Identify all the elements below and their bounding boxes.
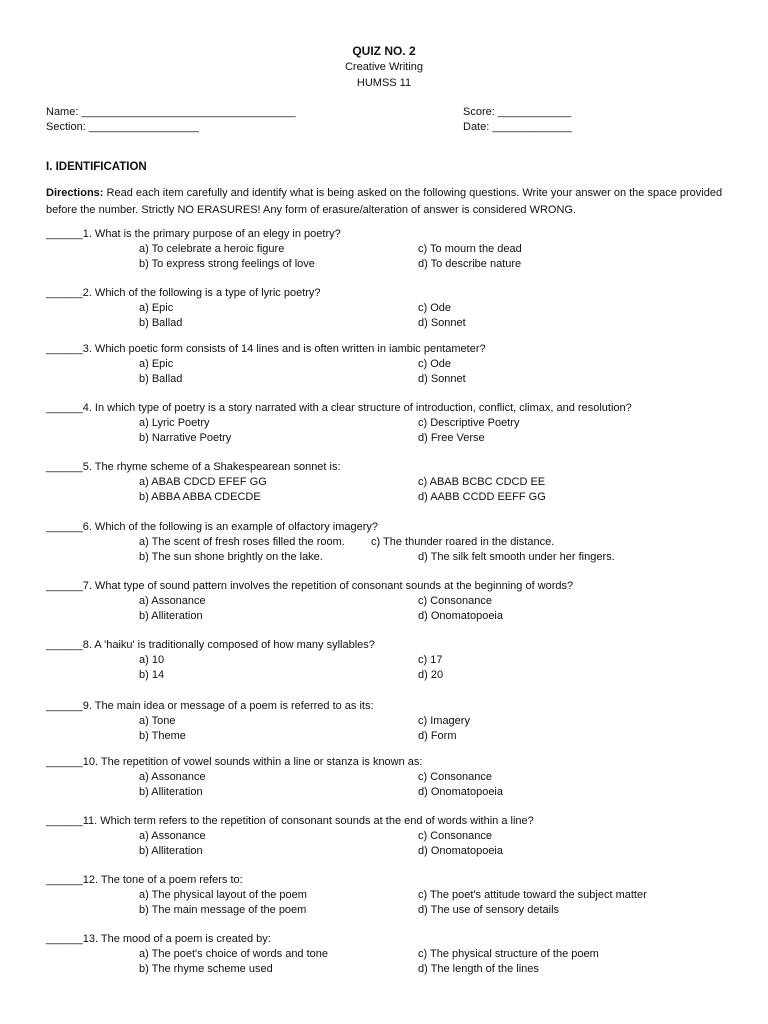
- question-stem: ______1. What is the primary purpose of an elegy in poetry?: [46, 228, 341, 240]
- option-d: d) Onomatopoeia: [418, 786, 503, 798]
- option-a: a) Assonance: [139, 830, 206, 842]
- name-field: Name: ___________________________________: [46, 106, 296, 118]
- option-c: c) Consonance: [418, 595, 492, 607]
- option-b: b) The main message of the poem: [139, 904, 307, 916]
- option-b: b) ABBA ABBA CDECDE: [139, 491, 261, 503]
- option-a: a) The poet's choice of words and tone: [139, 948, 329, 960]
- option-b: b) The rhyme scheme used: [139, 963, 273, 975]
- option-a: a) 10: [139, 654, 165, 666]
- option-d: d) The silk felt smooth under her fingers.: [418, 551, 615, 563]
- option-b: b) Narrative Poetry: [139, 432, 232, 444]
- question-item: [46, 580, 736, 628]
- option-c: c) The physical structure of the poem: [418, 948, 599, 960]
- question-stem: ______5. The rhyme scheme of a Shakespearean sonnet is:: [46, 461, 341, 473]
- grade-line: HUMSS 11: [356, 77, 412, 89]
- question-item: [46, 933, 736, 981]
- option-b: b) 14: [139, 669, 165, 681]
- question-item: [46, 343, 736, 391]
- option-c: c) The thunder roared in the distance.: [371, 536, 555, 548]
- question-item: [46, 815, 736, 863]
- option-c: c) Consonance: [418, 771, 492, 783]
- option-c: c) Ode: [418, 358, 452, 370]
- option-b: b) The sun shone brightly on the lake.: [139, 551, 323, 563]
- option-d: d) AABB CCDD EEFF GG: [418, 491, 546, 503]
- option-c: c) ABAB BCBC CDCD EE: [418, 476, 546, 488]
- option-c: c) Descriptive Poetry: [418, 417, 520, 429]
- option-d: d) Sonnet: [418, 317, 466, 329]
- option-d: d) The use of sensory details: [418, 904, 560, 916]
- option-d: d) Onomatopoeia: [418, 845, 503, 857]
- subject-line: Creative Writing: [344, 61, 424, 73]
- option-a: a) Assonance: [139, 771, 206, 783]
- option-b: b) Theme: [139, 730, 186, 742]
- option-b: b) To express strong feelings of love: [139, 258, 315, 270]
- option-a: a) Epic: [139, 302, 174, 314]
- question-item: [46, 874, 736, 922]
- option-c: c) Imagery: [418, 715, 470, 727]
- option-d: d) The length of the lines: [418, 963, 539, 975]
- question-stem: ______6. Which of the following is an example of olfactory imagery?: [46, 521, 379, 533]
- question-item: [46, 287, 736, 335]
- question-item: [46, 639, 736, 687]
- option-c: c) Consonance: [418, 830, 492, 842]
- question-stem: ______10. The repetition of vowel sounds within a line or stanza is known as:: [46, 756, 423, 768]
- score-field: Score: ____________: [463, 106, 572, 118]
- question-item: [46, 521, 736, 569]
- option-c: c) 17: [418, 654, 443, 666]
- question-stem: ______13. The mood of a poem is created by:: [46, 933, 271, 945]
- question-item: [46, 461, 736, 509]
- section-heading: I. IDENTIFICATION: [46, 161, 147, 173]
- option-b: b) Alliteration: [139, 845, 203, 857]
- quiz-title: QUIZ NO. 2: [352, 44, 416, 58]
- option-c: c) Ode: [418, 302, 452, 314]
- directions-label: Directions:: [46, 187, 104, 199]
- option-b: b) Alliteration: [139, 786, 203, 798]
- option-d: d) Sonnet: [418, 373, 466, 385]
- directions-text: Read each item carefully and identify what is being asked on the following questions. Write your answer on the space provided before the number. Strictly NO ERASURES! Any form of erasure/alteration of answer is considered WRONG.: [46, 187, 723, 216]
- option-a: a) Lyric Poetry: [139, 417, 210, 429]
- question-stem: ______7. What type of sound pattern involves the repetition of consonant sounds at the beginning of words?: [46, 580, 574, 592]
- option-c: c) The poet's attitude toward the subject matter: [418, 889, 647, 901]
- option-a: a) The scent of fresh roses filled the room.: [139, 536, 345, 548]
- option-d: d) Form: [418, 730, 457, 742]
- option-a: a) Tone: [139, 715, 176, 727]
- question-stem: ______3. Which poetic form consists of 14 lines and is often written in iambic pentameter?: [46, 343, 486, 355]
- option-d: d) Onomatopoeia: [418, 610, 503, 622]
- question-item: [46, 228, 736, 276]
- option-a: a) Epic: [139, 358, 174, 370]
- option-a: a) Assonance: [139, 595, 206, 607]
- question-stem: ______11. Which term refers to the repetition of consonant sounds at the end of words within a line?: [46, 815, 534, 827]
- question-stem: ______8. A 'haiku' is traditionally composed of how many syllables?: [46, 639, 375, 651]
- option-a: a) The physical layout of the poem: [139, 889, 307, 901]
- question-item: [46, 700, 736, 748]
- question-item: [46, 756, 736, 804]
- question-item: [46, 402, 736, 450]
- question-stem: ______4. In which type of poetry is a story narrated with a clear structure of introduction, conflict, climax, and resolution?: [46, 402, 632, 414]
- option-d: d) 20: [418, 669, 444, 681]
- option-b: b) Ballad: [139, 317, 183, 329]
- option-d: d) Free Verse: [418, 432, 485, 444]
- option-c: c) To mourn the dead: [418, 243, 522, 255]
- option-b: b) Alliteration: [139, 610, 203, 622]
- option-a: a) To celebrate a heroic figure: [139, 243, 285, 255]
- section-field: Section: __________________: [46, 121, 199, 133]
- option-b: b) Ballad: [139, 373, 183, 385]
- option-d: d) To describe nature: [418, 258, 522, 270]
- question-stem: ______2. Which of the following is a type of lyric poetry?: [46, 287, 321, 299]
- date-field: Date: _____________: [463, 121, 572, 133]
- option-a: a) ABAB CDCD EFEF GG: [139, 476, 267, 488]
- directions: [46, 185, 726, 218]
- question-stem: ______9. The main idea or message of a poem is referred to as its:: [46, 700, 374, 712]
- question-stem: ______12. The tone of a poem refers to:: [46, 874, 243, 886]
